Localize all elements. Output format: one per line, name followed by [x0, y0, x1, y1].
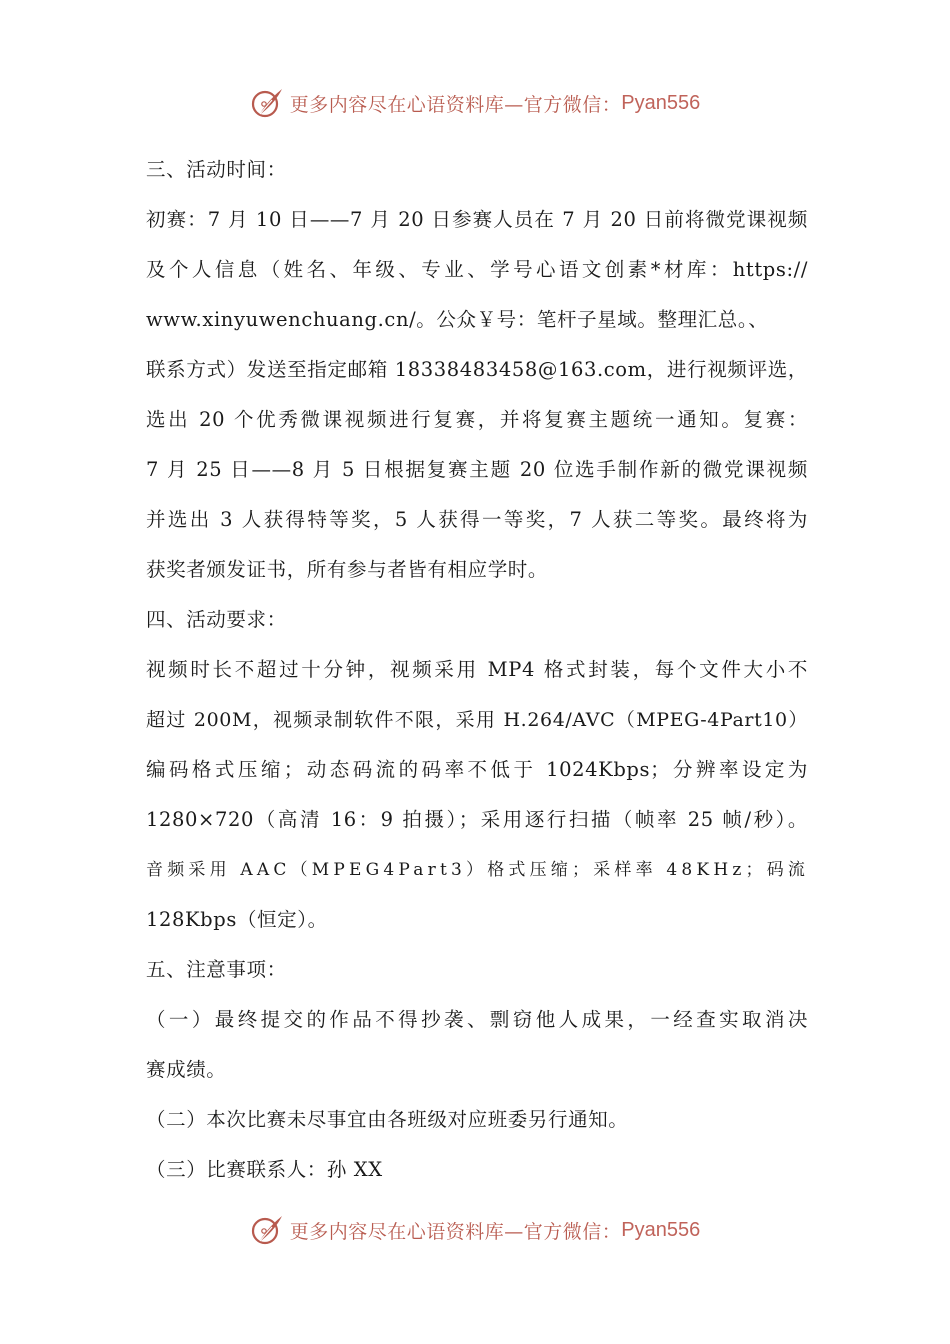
header-watermark-id: Pyan556 [621, 91, 701, 114]
header-watermark-banner [0, 81, 950, 125]
text-line: 选出 20 个优秀微课视频进行复赛，并将复赛主题统一通知。复赛： [146, 408, 808, 431]
text-line: 获奖者颁发证书，所有参与者皆有相应学时。 [146, 558, 549, 581]
text-line: 初赛：7 月 10 日——7 月 20 日参赛人员在 7 月 20 日前将微党课视频 [146, 208, 808, 231]
text-line: 音频采用 AAC（MPEG4Part3）格式压缩；采样率 48KHz；码流 [146, 860, 810, 880]
text-line: 超过 200M，视频录制软件不限，采用 H.264/AVC（MPEG-4Part10） [146, 709, 808, 731]
header-watermark-text: 更多内容尽在心语资料库—官方微信： [289, 93, 622, 116]
footer-watermark-banner [0, 1208, 950, 1252]
quill-pen-logo-icon [250, 1212, 286, 1248]
quill-pen-logo-icon [250, 85, 286, 121]
footer-watermark-text: 更多内容尽在心语资料库—官方微信： [289, 1220, 622, 1243]
text-line: 视频时长不超过十分钟，视频采用 MP4 格式封装，每个文件大小不 [146, 658, 808, 681]
text-line: 五、注意事项： [146, 958, 287, 981]
text-line: 编码格式压缩；动态码流的码率不低于 1024Kbps；分辨率设定为 [146, 758, 808, 781]
text-line: www.xinyuwenchuang.cn/。公众￥号：笔杆子星域。整理汇总。、 [146, 308, 769, 331]
text-line: （一）最终提交的作品不得抄袭、剽窃他人成果，一经查实取消决 [146, 1008, 808, 1031]
document-body [146, 145, 808, 1195]
text-line: 四、活动要求： [146, 608, 287, 631]
text-line: 三、活动时间： [146, 158, 287, 181]
text-line: 1280×720（高清 16：9 拍摄）；采用逐行扫描（帧率 25 帧/秒）。 [146, 808, 808, 831]
footer-watermark-id: Pyan556 [621, 1218, 701, 1241]
text-line: 128Kbps（恒定）。 [146, 908, 328, 931]
text-line: 赛成绩。 [146, 1058, 227, 1081]
text-line: （三）比赛联系人：孙 XX [146, 1158, 383, 1181]
text-line: 联系方式）发送至指定邮箱 18338483458@163.com，进行视频评选， [146, 358, 808, 381]
text-line: 及个人信息（姓名、年级、专业、学号心语文创素*材库：https:// [146, 258, 808, 281]
text-line: 并选出 3 人获得特等奖，5 人获得一等奖，7 人获二等奖。最终将为 [146, 508, 808, 531]
text-line: 7 月 25 日——8 月 5 日根据复赛主题 20 位选手制作新的微党课视频 [146, 458, 808, 481]
text-line: （二）本次比赛未尽事宜由各班级对应班委另行通知。 [146, 1108, 629, 1131]
